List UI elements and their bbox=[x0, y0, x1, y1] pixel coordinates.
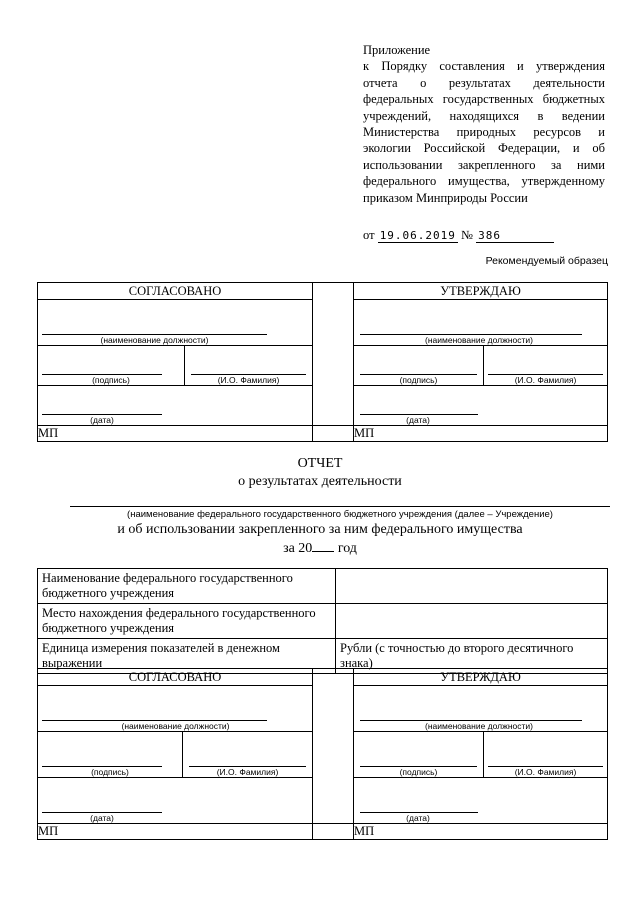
agreed-signature-cell bbox=[38, 346, 185, 386]
order-date: 19.06.2019 bbox=[379, 229, 456, 242]
stamp-label: МП bbox=[354, 824, 608, 840]
position-caption: (наименование должности) bbox=[121, 721, 230, 731]
stamp-label: МП bbox=[38, 824, 313, 840]
year-suffix: год bbox=[337, 541, 357, 556]
info-table bbox=[37, 568, 608, 674]
name-caption: (И.О. Фамилия) bbox=[514, 375, 577, 385]
approval-table-bottom bbox=[37, 668, 608, 840]
info-label: Наименование федерального государственного бюджетного учреждения bbox=[38, 569, 336, 604]
approve-header: УТВЕРЖДАЮ bbox=[354, 669, 608, 686]
approve-name-cell bbox=[484, 346, 608, 386]
appendix-line: приказом Минприроды России bbox=[363, 190, 528, 205]
agreed-date-cell bbox=[38, 778, 313, 824]
date-caption: (дата) bbox=[406, 813, 430, 823]
signature-caption: (подпись) bbox=[399, 767, 438, 777]
year-prefix: за 20 bbox=[283, 541, 313, 556]
agreed-header: СОГЛАСОВАНО bbox=[38, 669, 313, 686]
agreed-position-cell bbox=[38, 300, 313, 346]
name-caption: (И.О. Фамилия) bbox=[217, 375, 280, 385]
appendix-line: Министерства природных ресурсов и bbox=[363, 125, 605, 140]
sample-label: Рекомендуемый образец bbox=[485, 255, 608, 267]
approve-name-cell bbox=[484, 732, 608, 778]
agreed-header: СОГЛАСОВАНО bbox=[38, 283, 313, 300]
agreed-name-cell bbox=[185, 346, 313, 386]
signature-caption: (подпись) bbox=[91, 767, 129, 777]
approval-table-top bbox=[37, 282, 608, 442]
agreed-signature-cell bbox=[38, 732, 183, 778]
approve-signature-cell bbox=[354, 732, 484, 778]
appendix-line: использовании закрепленного за ними bbox=[363, 157, 605, 172]
stamp-label: МП bbox=[38, 426, 313, 442]
appendix-line: к Порядку составления и утверждения bbox=[363, 59, 605, 74]
approve-date-cell bbox=[354, 386, 608, 426]
name-caption: (И.О. Фамилия) bbox=[216, 767, 279, 777]
appendix-line: экологии Российской Федерации, и об bbox=[363, 141, 605, 156]
agreed-position-cell bbox=[38, 686, 313, 732]
info-label: Место нахождения федерального государственного бюджетного учреждения bbox=[38, 604, 336, 639]
date-caption: (дата) bbox=[90, 415, 114, 425]
report-property-line: и об использовании закрепленного за ним федерального имущества bbox=[117, 522, 523, 537]
date-caption: (дата) bbox=[406, 415, 430, 425]
info-value: Рубли (с точностью до второго десятичного знака) bbox=[336, 639, 608, 674]
approve-position-cell bbox=[354, 300, 608, 346]
agreed-name-cell bbox=[183, 732, 313, 778]
institution-caption: (наименование федерального государственного бюджетного учреждения (далее – Учреждение) bbox=[70, 506, 610, 520]
report-title: ОТЧЕТ bbox=[297, 456, 343, 471]
info-value bbox=[336, 569, 608, 604]
spacer-cell bbox=[313, 824, 354, 840]
report-subtitle: о результатах деятельности bbox=[238, 474, 402, 489]
approve-signature-cell bbox=[354, 346, 484, 386]
signature-caption: (подпись) bbox=[399, 375, 438, 385]
appendix-line: отчета о результатах деятельности bbox=[363, 75, 605, 90]
position-caption: (наименование должности) bbox=[100, 335, 209, 345]
date-prefix: от bbox=[363, 228, 375, 242]
spacer-cell bbox=[313, 669, 354, 824]
signature-caption: (подпись) bbox=[92, 375, 130, 385]
spacer-cell bbox=[313, 426, 354, 442]
number-prefix: № bbox=[461, 228, 473, 242]
approve-date-cell bbox=[354, 778, 608, 824]
appendix-block bbox=[363, 42, 605, 206]
position-caption: (наименование должности) bbox=[425, 721, 533, 731]
report-year-line bbox=[0, 541, 640, 557]
name-caption: (И.О. Фамилия) bbox=[514, 767, 577, 777]
appendix-line: федеральных государственных бюджетных bbox=[363, 92, 605, 107]
appendix-line: учреждений, находящихся в ведении bbox=[363, 108, 605, 123]
order-number: 386 bbox=[476, 229, 554, 243]
stamp-label: МП bbox=[354, 426, 608, 442]
agreed-date-cell bbox=[38, 386, 313, 426]
appendix-line: федерального имущества, утвержденному bbox=[363, 174, 605, 189]
approve-position-cell bbox=[354, 686, 608, 732]
info-value bbox=[336, 604, 608, 639]
spacer-cell bbox=[313, 283, 354, 426]
approve-header: УТВЕРЖДАЮ bbox=[354, 283, 608, 300]
appendix-line: Приложение bbox=[363, 43, 431, 57]
order-date-line bbox=[363, 228, 554, 243]
date-caption: (дата) bbox=[90, 813, 114, 823]
position-caption: (наименование должности) bbox=[425, 335, 533, 345]
info-label: Единица измерения показателей в денежном выражении bbox=[38, 639, 336, 674]
